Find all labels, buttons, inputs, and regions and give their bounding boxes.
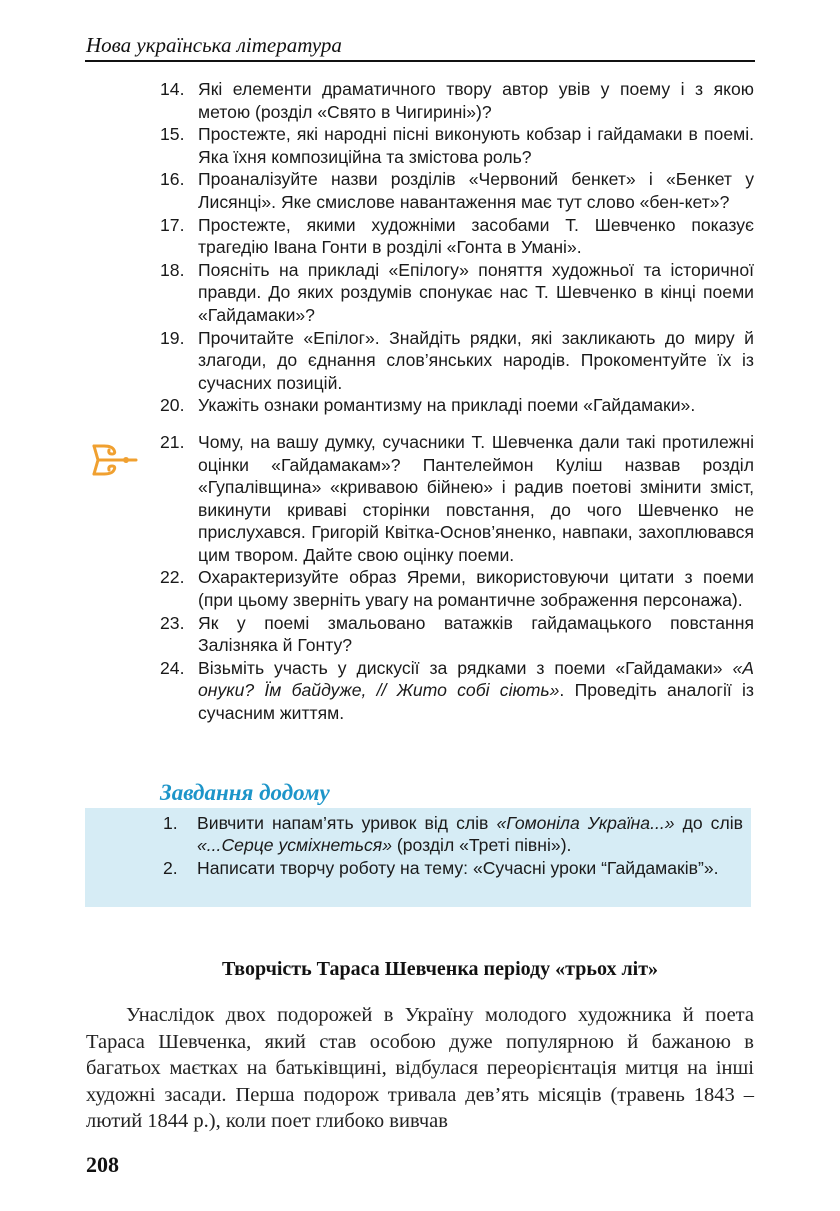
poem-quote: «Гомоніла Україна...» [496,813,675,833]
question-item [160,394,754,417]
question-number: 15. [160,124,185,145]
questions-list [160,78,754,725]
poem-quote: «...Серце усміхнеться» [197,835,392,856]
question-number: 21. [160,431,185,452]
header-rule [85,60,755,62]
question-text-part: . Проведіть аналогії із сучасним життям. [198,680,754,724]
homework-number: 2. [163,857,178,878]
homework-text-part: (розділ «Треті півні»). [391,835,572,856]
question-item [160,78,754,123]
question-text: Поясніть на прикладі «Епілогу» поняття художньої та історичної правди. До яких роздумів спонукає нас Т. Шевченко в кінці поеми «Гайдамаки»? [198,259,754,325]
question-text: Як у поемі змальовано ватажків гайдамацького повстання Залізняка й Гонту? [198,612,754,656]
question-number: 23. [160,612,185,633]
homework-text-part: до слів [674,813,743,833]
question-item [160,566,754,611]
question-item [160,259,754,327]
question-item [160,214,754,259]
question-number: 18. [160,259,185,280]
question-text: Проаналізуйте назви розділів «Червоний бенкет» і «Бенкет у Лисянці». Яке смислове навантаження має тут слово «бен-кет»? [198,169,754,212]
page-header-title: Нова українська література [86,33,342,57]
question-number: 22. [160,567,185,588]
question-text: Простежте, якими художніми засобами Т. Шевченко показує трагедію Івана Гонти в розділі «Гонта в Умані». [198,214,754,258]
question-text: Чому, на вашу думку, сучасники Т. Шевченка дали такі протилежні оцінки «Гайдамакам»? Пантелеймон Куліш назвав розділ «Гупалівщина» «кривавою бійнею» і радив поетові змінити зміст, викинути криваві сторінки повстання, до чого Шевченко не прислухався. Григорій Квітка-Основ’яненко, навпаки, захоплювався цим твором. Дайте свою оцінку поеми. [198,431,754,565]
question-number: 24. [160,657,185,678]
question-text: Які елементи драматичного твору автор увів у поему і з якою метою (розділ «Свято в Чигирині»)? [198,79,754,122]
question-number: 17. [160,214,185,235]
homework-text [197,812,743,857]
trident-ornament-icon [86,440,142,480]
question-number: 14. [160,79,185,99]
question-text [198,657,754,725]
question-item [160,123,754,168]
question-item [160,431,754,567]
homework-number: 1. [163,813,178,833]
body-paragraph: Унаслідок двох подорожей в Україну молодого художника й поета Тараса Шевченка, який став особою дуже популярною й бажаною в багатьох маєтках на батьківщині, відбулася переорієнтація митця на інші художні засади. Перша подорож тривала дев’ять місяців (травень 1843 – лютий 1844 р.), коли поет глибоко вивчав [86,1004,754,1132]
question-text: Прочитайте «Епілог». Знайдіть рядки, які закликають до миру й злагоди, до єднання слов’янських народів. Прокоментуйте їх із сучасних позицій. [198,327,754,393]
homework-text-part: Вивчити напам’ять уривок від слів [197,813,497,833]
question-text: Охарактеризуйте образ Яреми, використовуючи цитати з поеми (при цьому зверніть увагу на романтичне зображення персонажа). [198,567,754,611]
homework-item [163,812,743,857]
homework-list [163,812,743,879]
section-title: Творчість Тараса Шевченка періоду «трьох літ» [221,958,659,980]
homework-title: Завдання додому [160,780,330,805]
homework-text: Написати творчу роботу на тему: «Сучасні уроки “Гайдамаків”». [197,857,719,878]
poem-quote: «А онуки? Їм байдуже, // Жито собі сіють» [198,657,754,701]
question-text-part: Візьміть участь у дискусії за рядками з поеми «Гайдамаки» [198,657,733,678]
question-item [160,657,754,725]
homework-item [163,857,743,879]
question-number: 20. [160,395,185,416]
question-text: Укажіть ознаки романтизму на прикладі поеми «Гайдамаки». [198,395,696,416]
question-item [160,327,754,395]
question-text: Простежте, які народні пісні виконують кобзар і гайдамаки в поемі. Яка їхня композиційна та змістова роль? [198,124,754,167]
question-number: 19. [160,327,185,348]
page-number: 208 [86,1152,119,1177]
question-number: 16. [160,169,185,190]
question-item [160,612,754,657]
question-item [160,168,754,213]
